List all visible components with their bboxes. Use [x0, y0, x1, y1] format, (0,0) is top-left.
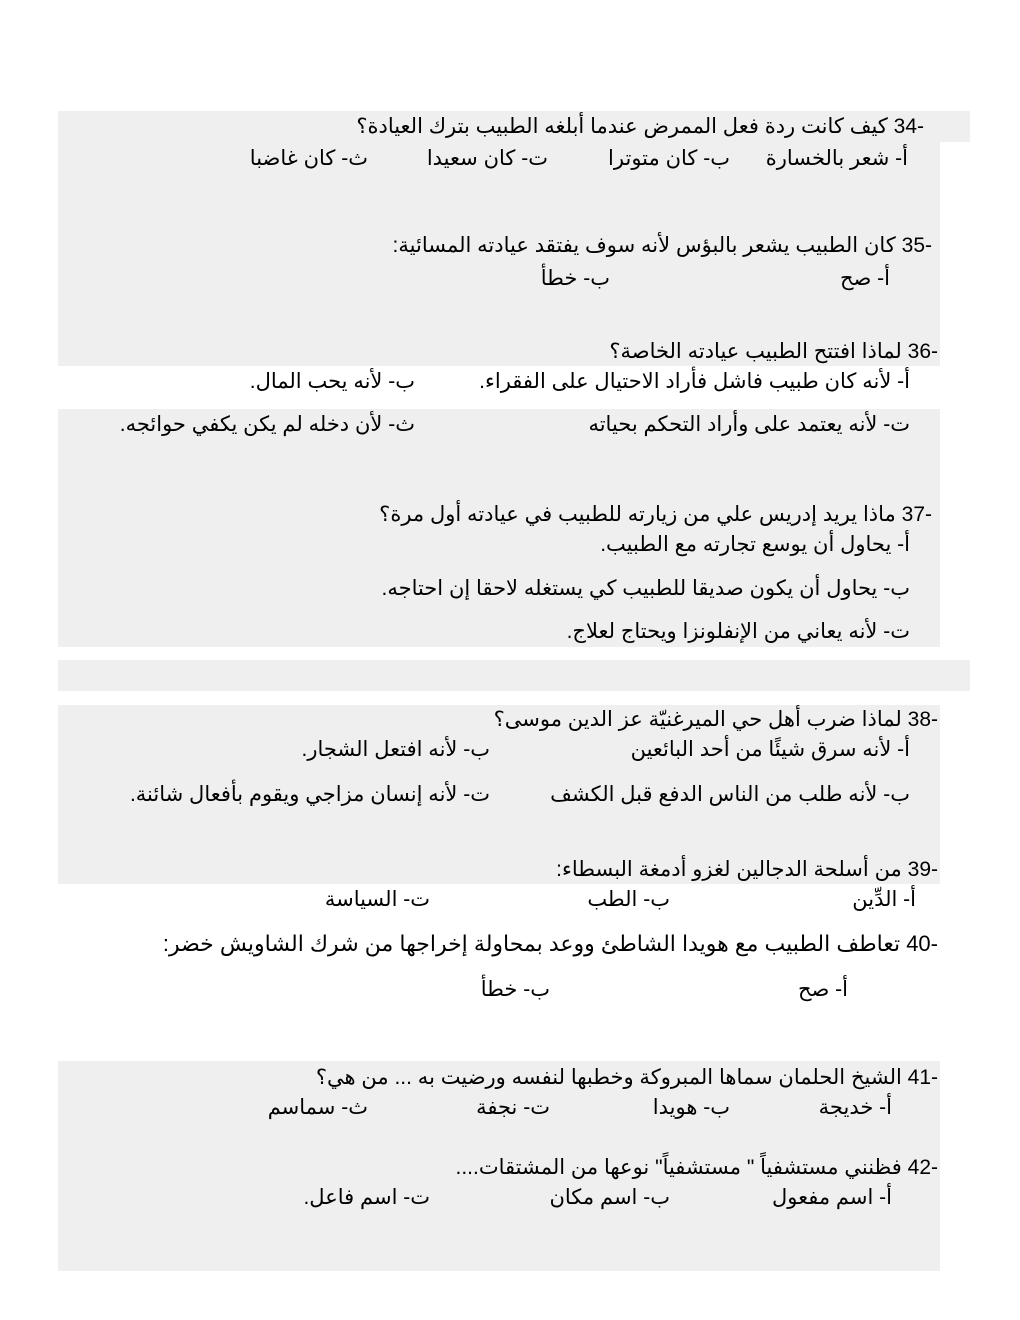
question-34-text: -34 كيف كانت ردة فعل الممرض عندما أبلغه الطبيب بترك العيادة؟ — [356, 115, 924, 138]
question-42-option-a[interactable]: أ- اسم مفعول — [771, 1186, 892, 1209]
question-38-option-b[interactable]: ب- لأنه افتعل الشجار. — [301, 738, 490, 761]
question-39-option-c[interactable]: ت- السياسة — [324, 888, 430, 911]
question-38-option-d[interactable]: ت- لأنه إنسان مزاجي ويقوم بأفعال شائنة. — [129, 783, 490, 806]
question-37-text: -37 ماذا يريد إدريس علي من زيارته للطبيب في عيادته أول مرة؟ — [379, 503, 932, 526]
question-35-option-a[interactable]: أ- صح — [839, 267, 890, 290]
question-39-option-a[interactable]: أ- الدِّين — [852, 888, 916, 911]
question-39-text: -39 من أسلحة الدجالين لغزو أدمغة البسطاء: — [556, 858, 938, 881]
question-38-option-c[interactable]: ب- لأنه طلب من الناس الدفع قبل الكشف — [550, 783, 910, 806]
question-34-option-d[interactable]: ث- كان غاضبا — [249, 147, 368, 170]
question-36-option-b[interactable]: ب- لأنه يحب المال. — [249, 370, 415, 393]
question-41-option-d[interactable]: ث- سماسم — [267, 1096, 368, 1119]
question-42-text: -42 فظنني مستشفياً " مستشفياً" نوعها من المشتقات.... — [455, 1156, 938, 1179]
question-37-option-a[interactable]: أ- يحاول أن يوسع تجارته مع الطبيب. — [600, 533, 910, 556]
question-37-option-c[interactable]: ت- لأنه يعاني من الإنفلونزا ويحتاج لعلاج. — [566, 620, 910, 643]
question-38-text: -38 لماذا ضرب أهل حي الميرغنيّة عز الدين موسى؟ — [493, 708, 938, 731]
question-35-text: -35 كان الطبيب يشعر بالبؤس لأنه سوف يفتقد عيادته المسائية: — [392, 234, 932, 257]
question-36-option-a[interactable]: أ- لأنه كان طبيب فاشل فأراد الاحتيال على الفقراء. — [479, 370, 910, 393]
question-37-option-b[interactable]: ب- يحاول أن يكون صديقا للطبيب كي يستغله لاحقا إن احتاجه. — [381, 577, 910, 600]
question-35-option-b[interactable]: ب- خطأ — [540, 267, 610, 290]
question-38-option-a[interactable]: أ- لأنه سرق شيئًا من أحد البائعين — [630, 738, 910, 761]
question-36-option-c[interactable]: ت- لأنه يعتمد على وأراد التحكم بحياته — [588, 413, 910, 436]
separator-band — [58, 660, 970, 691]
question-41-option-c[interactable]: ت- نجفة — [476, 1096, 550, 1119]
question-40-option-a[interactable]: أ- صح — [797, 978, 848, 1001]
question-36-text: -36 لماذا افتتح الطبيب عيادته الخاصة؟ — [609, 340, 938, 363]
question-40-text: -40 تعاطف الطبيب مع هويدا الشاطئ ووعد بمحاولة إخراجها من شرك الشاويش خضر: — [162, 931, 938, 956]
question-42-option-b[interactable]: ب- اسم مكان — [549, 1186, 670, 1209]
question-42-option-c[interactable]: ت- اسم فاعل. — [303, 1186, 430, 1209]
question-39-option-b[interactable]: ب- الطب — [587, 888, 670, 911]
question-34-option-a[interactable]: أ- شعر بالخسارة — [765, 147, 908, 170]
question-41-option-b[interactable]: ب- هويدا — [652, 1096, 730, 1119]
question-41-text: -41 الشيخ الحلمان سماها المبروكة وخطبها لنفسه ورضيت به ... من هي؟ — [315, 1066, 938, 1089]
question-34-option-b[interactable]: ب- كان متوترا — [608, 147, 730, 170]
question-40-option-b[interactable]: ب- خطأ — [480, 978, 550, 1001]
question-34-option-c[interactable]: ت- كان سعيدا — [426, 147, 548, 170]
question-36-option-d[interactable]: ث- لأن دخله لم يكن يكفي حوائجه. — [119, 413, 415, 436]
question-41-option-a[interactable]: أ- خديجة — [818, 1096, 892, 1119]
question-block-36-37-band — [58, 409, 940, 647]
